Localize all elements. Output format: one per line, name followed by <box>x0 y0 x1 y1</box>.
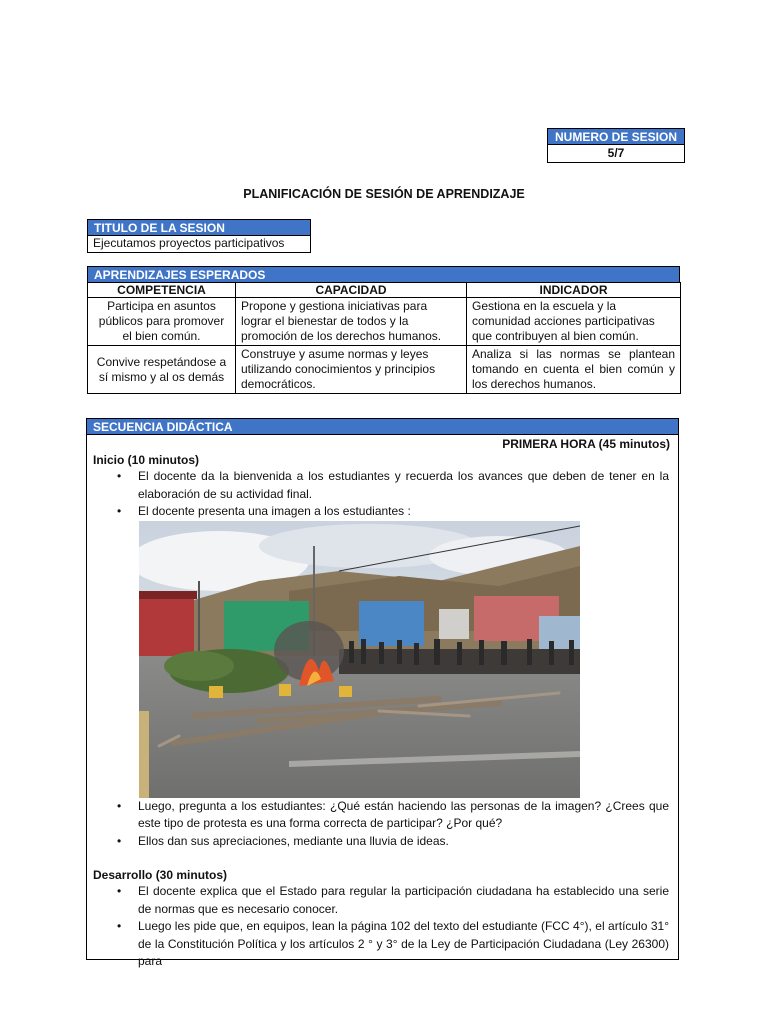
expected-learnings-section <box>87 266 680 394</box>
expected-learnings-table <box>87 282 681 394</box>
session-title-header: TITULO DE LA SESION <box>87 219 311 235</box>
list-item-text: Luego, pregunta a los estudiantes: ¿Qué están haciendo las personas de la imagen? ¿Crees que este tipo de protesta es una forma correcta de participar? ¿Por qué? <box>138 798 669 830</box>
list-item <box>87 798 678 833</box>
session-number-box <box>547 128 685 163</box>
inicio-title: Inicio (10 minutos) <box>93 453 200 467</box>
first-hour-label: PRIMERA HORA (45 minutos) <box>502 437 670 451</box>
column-header: INDICADOR <box>467 283 681 298</box>
list-item-text: El docente presenta una imagen a los estudiantes : <box>138 504 411 518</box>
session-title-value: Ejecutamos proyectos participativos <box>87 235 311 253</box>
table-header-row <box>88 283 681 298</box>
list-item-text: Ellos dan sus apreciaciones, mediante una lluvia de ideas. <box>138 833 449 848</box>
list-item <box>87 918 678 971</box>
list-item-text: El docente da la bienvenida a los estudiantes y recuerda los avances que deben de tener en la elaboración de su actividad final. <box>138 469 669 501</box>
bullet-icon: • <box>117 884 122 898</box>
bullet-icon: • <box>117 798 122 813</box>
bullet-icon: • <box>117 919 122 933</box>
list-item-text: El docente explica que el Estado para regular la participación ciudadana ha establecido una serie de normas que es necesario conocer. <box>138 884 669 916</box>
table-row <box>88 346 681 394</box>
didactic-sequence-section <box>86 418 679 968</box>
session-number-header: NUMERO DE SESION <box>547 128 685 144</box>
column-header: CAPACIDAD <box>236 283 467 298</box>
column-header: COMPETENCIA <box>88 283 236 298</box>
inicio-list <box>87 468 678 521</box>
protest-photo <box>139 521 580 798</box>
bullet-icon: • <box>117 469 122 483</box>
table-cell: Convive respetándose a sí mismo y al os demás <box>88 346 236 394</box>
list-item <box>87 883 678 918</box>
after-image-list <box>87 798 678 851</box>
didactic-sequence-header: SECUENCIA DIDÁCTICA <box>87 419 678 435</box>
list-item <box>87 833 678 851</box>
desarrollo-title: Desarrollo (30 minutos) <box>93 868 228 882</box>
list-item <box>87 468 678 503</box>
list-item <box>87 503 678 521</box>
table-cell: Gestiona en la escuela y la comunidad acciones participativas que contribuyen al bien común. <box>467 298 681 346</box>
table-cell: Participa en asuntos públicos para promover el bien común. <box>88 298 236 346</box>
bullet-icon: • <box>117 504 122 518</box>
bullet-icon: • <box>117 833 122 848</box>
session-number-value: 5/7 <box>547 144 685 163</box>
table-cell: Propone y gestiona iniciativas para lograr el bienestar de todos y la promoción de los derechos humanos. <box>236 298 467 346</box>
document-title: PLANIFICACIÓN DE SESIÓN DE APRENDIZAJE <box>243 187 525 201</box>
table-cell: Analiza si las normas se plantean tomando en cuenta el bien común y los derechos humanos. <box>467 346 681 394</box>
desarrollo-list <box>87 883 678 971</box>
list-item-text: Luego les pide que, en equipos, lean la página 102 del texto del estudiante (FCC 4°), el artículo 31° de la Constitución Política y los artículos 2 ° y 3° de la Ley de Participación Ciudadana (Ley 26300) para <box>138 919 669 968</box>
expected-learnings-header: APRENDIZAJES ESPERADOS <box>87 266 680 282</box>
session-title-box <box>87 219 311 253</box>
table-row <box>88 298 681 346</box>
table-cell: Construye y asume normas y leyes utilizando conocimientos y principios democráticos. <box>236 346 467 394</box>
